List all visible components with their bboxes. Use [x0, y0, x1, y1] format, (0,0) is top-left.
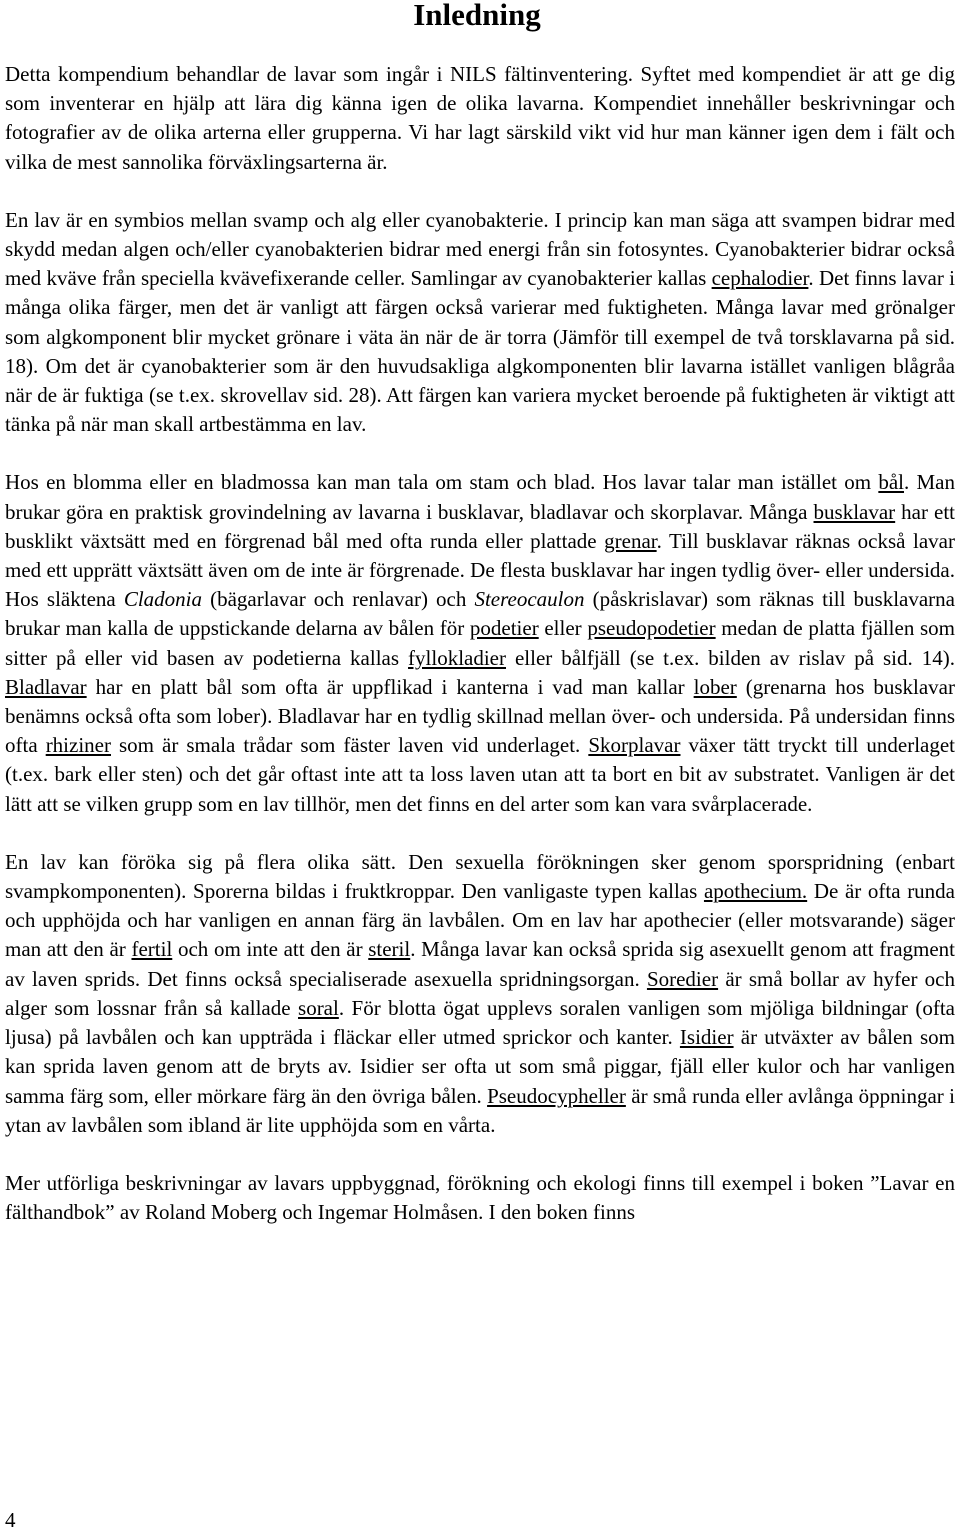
text-run: . Till busklavar räknas också lavar med ett upprätt växtsätt även om de inte är förgrenade. De flesta busklavar har ingen tydlig över- eller undersida. Hos släktena	[5, 528, 955, 612]
term-apothecium: apothecium.	[703, 879, 808, 904]
term-pseudopodetier: pseudopodetier	[587, 616, 716, 641]
term-busklavar: busklavar	[813, 499, 896, 524]
term-bal: bål	[878, 470, 904, 495]
term-bladlavar: Bladlavar	[5, 674, 87, 699]
text-run: De är ofta runda och upphöjda och har vanligen en annan färg än lavbålen. Om en lav har apothecier (eller motsvarande) säger man att den är	[5, 879, 956, 962]
text-run: . Man brukar göra en praktisk grovindelning av lavarna i busklavar, bladlavar och skorplavar. Många	[5, 470, 956, 524]
term-fertil: fertil	[131, 937, 173, 962]
text-run: Hos en blomma eller en bladmossa kan man tala om stam och blad. Hos lavar talar man istället om	[5, 470, 879, 495]
genus-cladonia: Cladonia	[123, 587, 203, 612]
paragraph-growth-forms	[5, 468, 955, 818]
term-isidier: Isidier	[679, 1025, 734, 1050]
text-run: eller	[538, 616, 588, 641]
page-number: 4	[5, 1508, 16, 1532]
term-soral: soral	[298, 995, 339, 1020]
paragraph-text: Mer utförliga beskrivningar av lavars uppbyggnad, förökning och ekologi finns till exempel i boken ”Lavar en fälthandbok” av Roland Moberg och Ingemar Holmåsen. I den boken finns	[5, 1170, 955, 1225]
text-run: (grenarna hos busklavar benämns också ofta som lober). Bladlavar har en tydlig skillnad mellan över- och undersida. På undersidan finns ofta	[5, 674, 955, 758]
text-run: (bägarlavar och renlavar) och	[202, 587, 475, 612]
text-run: En lav kan föröka sig på flera olika sätt. Den sexuella förökningen sker genom sporspridning (enbart svampkomponenten). Sporerna bildas i fruktkroppar. Den vanligaste typen kallas	[5, 849, 955, 904]
text-run: som är smala trådar som fäster laven vid underlaget.	[110, 733, 589, 758]
text-run: (påskrislavar) som räknas till busklavarna brukar man kalla de uppstickande delarna av bålen för	[5, 587, 955, 641]
term-cephalodier: cephalodier	[711, 266, 809, 291]
text-run: är små bollar av hyfer och alger som lossnar från så kallade	[5, 966, 955, 1020]
text-run: har ett busklikt växtsätt med en förgrenad bål med ofta runda eller plattade	[5, 499, 955, 553]
term-lober: lober	[693, 674, 737, 699]
text-run: . För blotta ögat upplevs soralen vanligen som mjöliga bildningar (ofta ljusa) på lavbålen och kan uppträda i fläckar eller utmed sprickor och kanter.	[5, 995, 955, 1050]
text-run: En lav är en symbios mellan svamp och alg eller cyanobakterie. I princip kan man säga att svampen bidrar med skydd medan algen och/eller cyanobakterien bidrar med energi från sin fotosyntes. Cyanobakterier bidrar också med kväve från speciella kvävefixerande celler. Samlingar av cyanobakterier kallas	[5, 207, 955, 291]
genus-stereocaulon: Stereocaulon	[474, 587, 585, 612]
text-run: har en platt bål som ofta är uppflikad i kanterna i vad man kallar	[86, 674, 694, 699]
paragraph-further-reading	[5, 1169, 955, 1227]
text-run: är små runda eller avlånga öppningar i ytan av lavbålen som ibland är lite upphöjda som en vårta.	[5, 1083, 955, 1137]
term-fyllokladier: fyllokladier	[408, 645, 506, 670]
paragraph-text: Detta kompendium behandlar de lavar som ingår i NILS fältinventering. Syftet med kompendiet är att ge dig som inventerar en hjälp att lära dig känna igen de olika lavarna. Kompendiet innehåller beskrivningar och fotografier av de olika arterna eller grupperna. Vi har lagt särskild vikt vid hur man känner igen dem i fält och vilka de mest sannolika förväxlingsarterna är.	[5, 62, 955, 174]
text-run: och om inte att den är	[172, 937, 369, 962]
text-run: växer tätt tryckt till underlaget (t.ex. bark eller sten) och det går oftast inte att ta loss laven utan att ta bort en bit av substratet. Vanligen är det lätt att se vilken grupp som en lav tillhör, men det finns en del arter som kan vara svårplacerade.	[5, 733, 956, 816]
text-run: . Det finns lavar i många olika färger, men det är vanligt att färgen också varierar med fuktigheten. Många lavar med grönalger som algkomponent blir mycket grönare i väta än när de är torra (Jämför till exempel de två torsklavarna på sid. 18). Om det är cyanobakterier som är den huvudsakliga algkomponenten blir lavarna istället vanligen blågråa när de är fuktiga (se t.ex. skrovellav sid. 28). Att färgen kan variera mycket beroende på fuktigheten är viktigt att tänka på när man skall artbestämma en lav.	[5, 266, 955, 437]
term-soredier: Soredier	[646, 966, 719, 991]
text-run: . Många lavar kan också sprida sig asexuellt genom att fragment av laven sprids. Det finns också specialiserade asexuella spridningsorgan.	[5, 937, 955, 991]
paragraph-reproduction	[5, 848, 955, 1140]
paragraph-intro	[5, 60, 955, 177]
term-grenar: grenar	[604, 528, 657, 553]
text-run: medan de platta fjällen som sitter på eller vid basen av podetierna kallas	[5, 616, 955, 670]
term-pseudocypheller: Pseudocypheller	[487, 1083, 626, 1108]
text-run: är utväxter av bålen som kan sprida laven genom att de bryts av. Isidier ser ofta ut som små piggar, fjäll eller kulor och har vanligen samma färg som, eller mörkare färg än den övriga bålen.	[5, 1025, 955, 1108]
term-steril: steril	[368, 937, 411, 962]
term-podetier: podetier	[469, 616, 539, 641]
text-run: eller bålfjäll (se t.ex. bilden av rislav på sid. 14).	[506, 645, 955, 670]
paragraph-symbiosis	[5, 206, 955, 440]
document-page	[5, 0, 955, 1227]
page-title: Inledning	[413, 0, 541, 32]
term-rhiziner: rhiziner	[45, 733, 111, 758]
term-skorplavar: Skorplavar	[588, 733, 681, 758]
